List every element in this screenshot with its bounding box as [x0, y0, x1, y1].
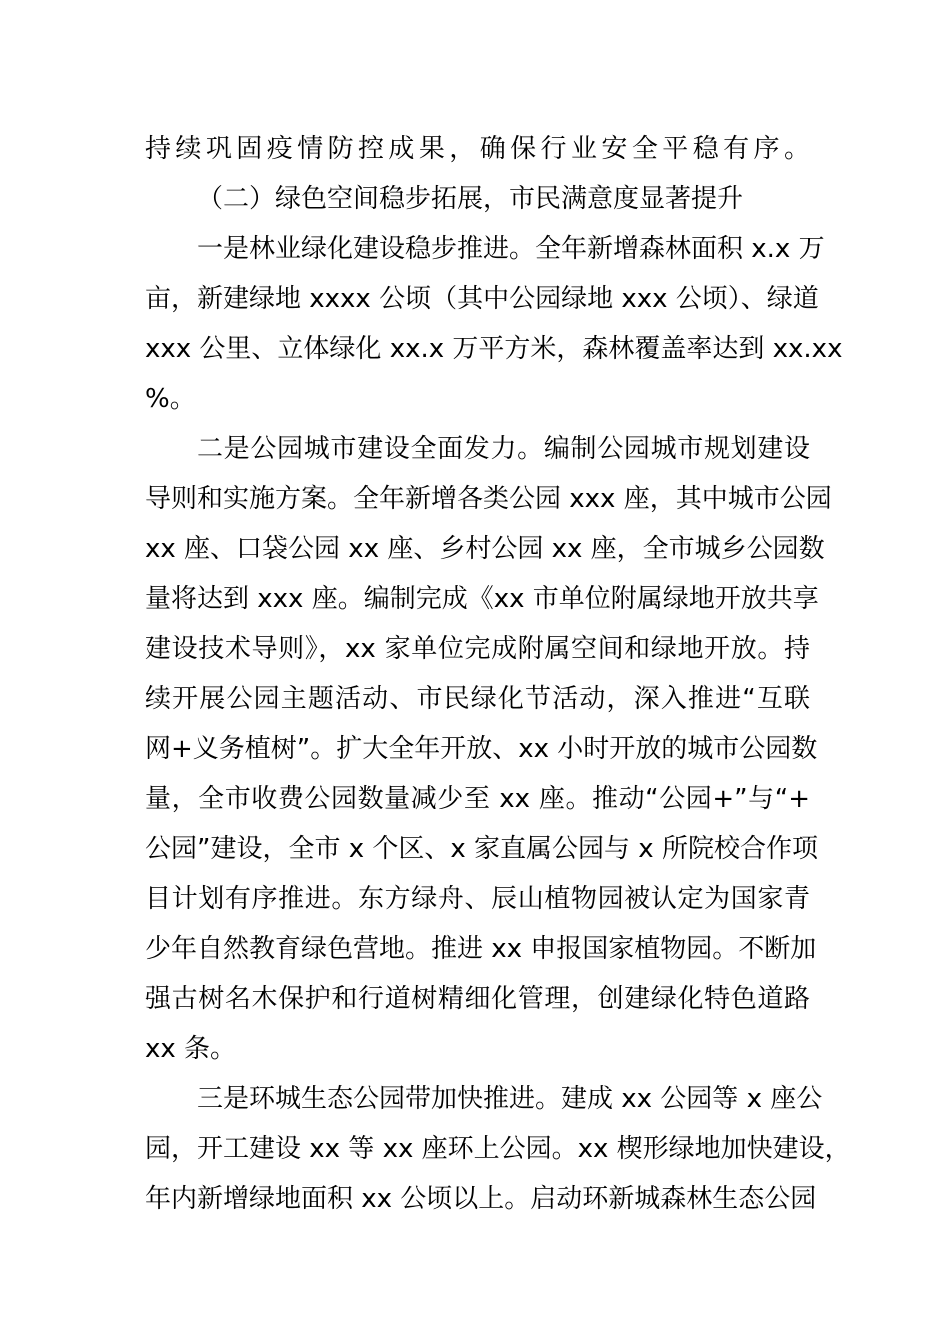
section-heading: （二）绿色空间稳步拓展，市民满意度显著提升	[197, 184, 744, 214]
text-line: 量，全市收费公园数量减少至 xx 座。推动“公园+”与“+	[145, 784, 810, 814]
text-line: xx 条。	[145, 1034, 237, 1064]
text-line: 少年自然教育绿色营地。推进 xx 申报国家植物园。不断加	[145, 934, 817, 964]
text-line: 导则和实施方案。全年新增各类公园 xxx 座，其中城市公园	[145, 484, 832, 514]
text-line: 园，开工建设 xx 等 xx 座环上公园。xx 楔形绿地加快建设，	[145, 1134, 851, 1164]
text-line: 续开展公园主题活动、市民绿化节活动，深入推进“互联	[145, 684, 810, 714]
text-line: xx 座、口袋公园 xx 座、乡村公园 xx 座，全市城乡公园数	[145, 534, 825, 564]
text-line: 亩，新建绿地 xxxx 公顷（其中公园绿地 xxx 公顷）、绿道	[145, 284, 819, 314]
text-line: 年内新增绿地面积 xx 公顷以上。启动环新城森林生态公园	[145, 1184, 817, 1214]
text-line: 强古树名木保护和行道树精细化管理，创建绿化特色道路	[145, 984, 810, 1014]
text-line: 网+义务植树”。扩大全年开放、xx 小时开放的城市公园数	[145, 734, 818, 764]
document-body	[145, 124, 851, 1224]
text-line: 建设技术导则》，xx 家单位完成附属空间和绿地开放。持	[145, 634, 810, 664]
text-line: 公园”建设，全市 x 个区、x 家直属公园与 x 所院校合作项	[145, 834, 818, 864]
text-line: %。	[145, 384, 196, 414]
text-line: 一是林业绿化建设稳步推进。全年新增森林面积 x.x 万	[197, 234, 825, 264]
text-line: 二是公园城市建设全面发力。编制公园城市规划建设	[197, 434, 810, 464]
text-line: 三是环城生态公园带加快推进。建成 xx 公园等 x 座公	[197, 1084, 823, 1114]
text-line: 持续巩固疫情防控成果，确保行业安全平稳有序。	[145, 134, 810, 164]
text-line: 目计划有序推进。东方绿舟、辰山植物园被认定为国家青	[145, 884, 810, 914]
text-line: 量将达到 xxx 座。编制完成《xx 市单位附属绿地开放共享	[145, 584, 819, 614]
text-line: xxx 公里、立体绿化 xx.x 万平方米，森林覆盖率达到 xx.xx	[145, 334, 843, 364]
